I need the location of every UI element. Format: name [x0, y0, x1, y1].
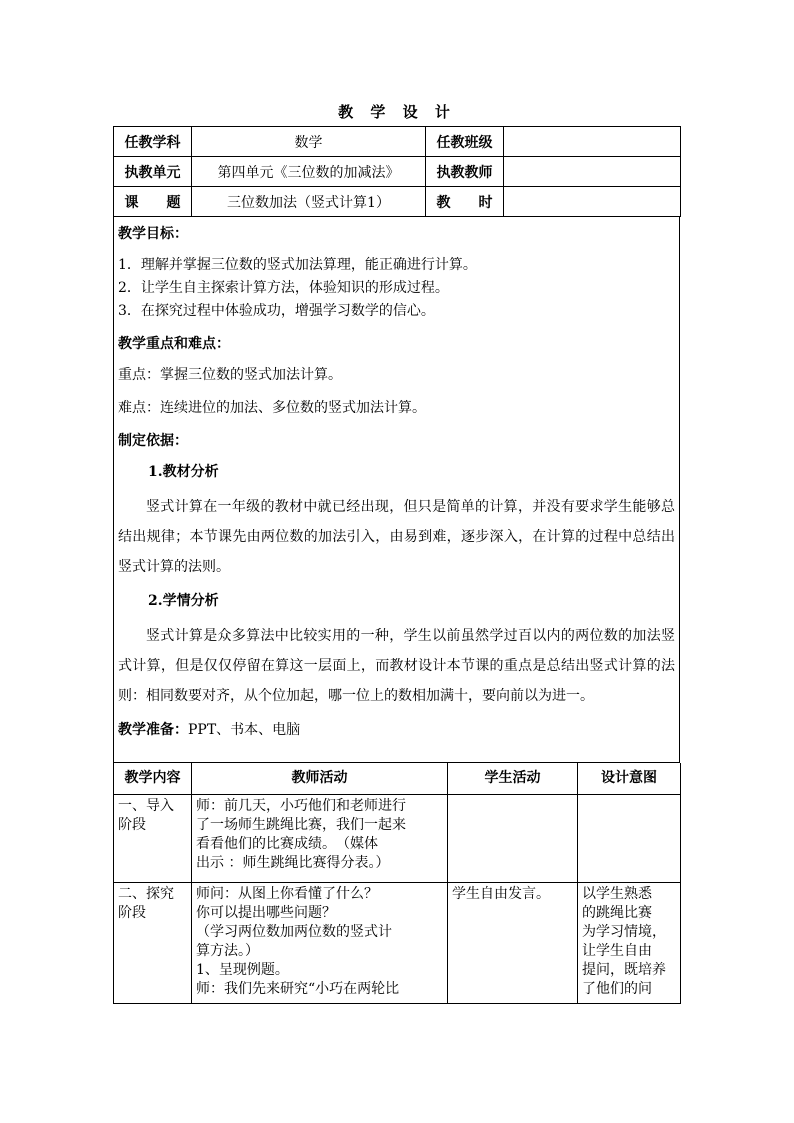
intent-line: 让学生自由	[582, 942, 652, 959]
teacher-line: 出示 ：师生跳绳比赛得分表。）	[196, 854, 390, 871]
basis-heading: 制定依据：	[118, 433, 188, 449]
header-intent: 设计意图	[578, 763, 681, 794]
key-points-heading: 教学重点和难点：	[118, 336, 230, 352]
teacher-line: （学习两位数加两位数的竖式计	[196, 923, 392, 940]
unit-value: 第四单元《三位数的加减法》	[192, 157, 426, 187]
stage-cell	[114, 882, 192, 1003]
info-table	[113, 126, 681, 217]
teacher-line: 1、呈现例题。	[196, 961, 289, 978]
time-value	[504, 187, 681, 217]
info-row-topic	[114, 187, 681, 217]
header-teacher: 教师活动	[192, 763, 448, 794]
student-analysis-text: 竖式计算是众多算法中比较实用的一种，学生以前虽然学过百以内的两位数的加法竖式计算，但是仅仅停留在算这一层面上，而教材设计本节课的重点是总结出竖式计算的法则：相同数要对齐，从个位加起，哪一位上的数相加满十，要向前以为进一。	[118, 628, 675, 704]
teacher-line: 了一场师生跳绳比赛，我们一起来	[196, 816, 406, 833]
teaching-prep	[118, 719, 675, 742]
table-row	[114, 882, 681, 1003]
teacher-line: 师：我们先来研究“小巧在两轮比	[196, 980, 400, 997]
intent-cell	[578, 794, 681, 882]
stage-line: 阶段	[118, 904, 146, 921]
teacher-label: 执教教师	[426, 157, 504, 187]
teacher-line: 师：前几天，小巧他们和老师进行	[196, 797, 406, 814]
table-row	[114, 794, 681, 882]
intent-line: 以学生熟悉	[582, 885, 652, 902]
intent-line: 了他们的问	[582, 980, 652, 997]
objective-item-2: 2．让学生自主探索计算方法，体验知识的形成过程。	[118, 280, 449, 296]
teacher-line: 看看他们的比赛成绩。 （媒体	[196, 835, 378, 852]
student-activity-cell	[448, 794, 578, 882]
prep-label: 教学准备：	[118, 722, 188, 738]
stage-line: 一、导入	[118, 797, 174, 814]
key-point: 重点：掌握三位数的竖式加法计算。	[118, 367, 342, 383]
stage-cell	[114, 794, 192, 882]
plan-table	[113, 763, 681, 1004]
teacher-activity-cell	[192, 794, 448, 882]
teacher-activity-cell	[192, 882, 448, 1003]
student-analysis-heading: 2.学情分析	[148, 593, 219, 609]
material-analysis-heading: 1.教材分析	[148, 464, 219, 480]
student-line: 学生自由发言。	[452, 885, 550, 902]
info-row-subject	[114, 127, 681, 157]
intent-line: 提问，既培养	[582, 961, 666, 978]
material-analysis-text: 竖式计算在一年级的教材中就已经出现，但只是简单的计算，并没有要求学生能够总结出规律；本节课先由两位数的加法引入，由易到难，逐步深入，在计算的过程中总结出竖式计算的法则。	[118, 499, 675, 575]
difficult-point: 难点：连续进位的加法、多位数的竖式加法计算。	[118, 400, 426, 416]
info-row-unit	[114, 157, 681, 187]
intent-line: 的跳绳比赛	[582, 904, 652, 921]
stage-line: 阶段	[118, 816, 146, 833]
class-value	[504, 127, 681, 157]
objective-item-1: 1．理解并掌握三位数的竖式加法算理，能正确进行计算。	[118, 257, 477, 273]
objectives-heading: 教学目标：	[118, 226, 188, 242]
header-content: 教学内容	[114, 763, 192, 794]
plan-header-row	[114, 763, 681, 794]
class-label: 任教班级	[426, 127, 504, 157]
header-student: 学生活动	[448, 763, 578, 794]
subject-label: 任教学科	[114, 127, 192, 157]
objective-item-3: 3．在探究过程中体验成功，增强学习数学的信心。	[118, 303, 435, 319]
topic-label: 课 题	[114, 187, 192, 217]
topic-value: 三位数加法（竖式计算1）	[192, 187, 426, 217]
time-label: 教 时	[426, 187, 504, 217]
unit-label: 执教单元	[114, 157, 192, 187]
intent-cell	[578, 882, 681, 1003]
teacher-line: 算方法。）	[196, 942, 259, 959]
subject-value: 数学	[192, 127, 426, 157]
stage-line: 二、探究	[118, 885, 174, 902]
intent-line: 为学习情境，	[582, 923, 666, 940]
teacher-value	[504, 157, 681, 187]
teacher-line: 你可以提出哪些问题？	[196, 904, 336, 921]
teacher-line: 师问：从图上你看懂了什么？	[196, 885, 378, 902]
prep-value: PPT、书本、电脑	[188, 722, 301, 738]
page-title: 教 学 设 计	[338, 103, 456, 121]
content-box	[113, 217, 680, 763]
lesson-plan-sheet	[113, 126, 680, 1004]
student-activity-cell	[448, 882, 578, 1003]
